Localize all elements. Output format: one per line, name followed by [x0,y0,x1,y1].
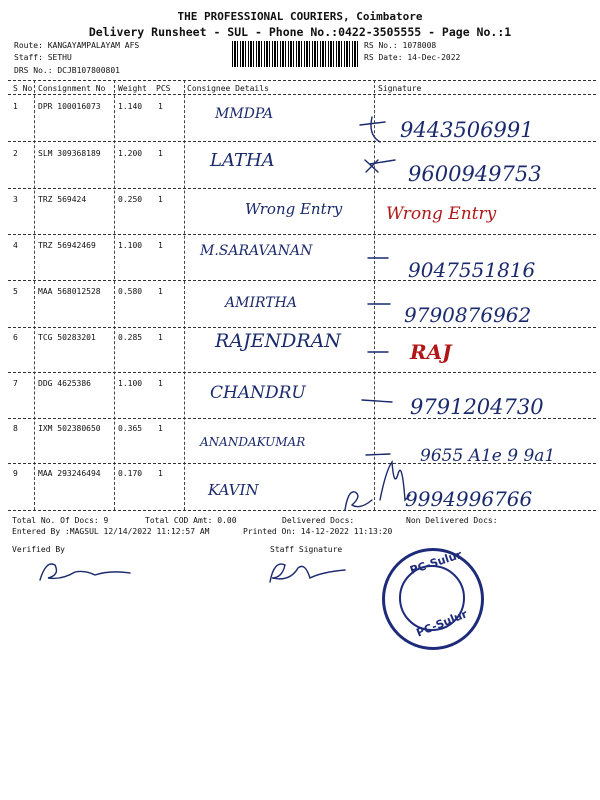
handwritten-consignee: RAJENDRAN [215,330,342,352]
row-sno: 3 [13,195,18,204]
row-weight: 1.200 [118,149,143,158]
col-signature: Signature [378,84,422,93]
handwritten-signature: 9443506991 [400,118,534,142]
row-pcs: 1 [158,102,163,111]
handwritten-signature: 9600949753 [408,162,542,186]
row-pcs: 1 [158,379,163,388]
row-sno: 4 [13,241,18,250]
row-sno: 7 [13,379,18,388]
col-consignment: Consignment No [38,84,106,93]
drs-label: DRS No.: DCJB107800801 [14,66,120,75]
handwritten-consignee: KAVIN [208,481,259,499]
row-sno: 8 [13,424,18,433]
handwritten-signature: 9790876962 [404,303,532,327]
row-consignment: IXM 502380650 [38,424,101,433]
total-docs: Total No. Of Docs: 9 [12,516,109,525]
row-weight: 1.100 [118,241,143,250]
row-consignment: SLM 309368189 [38,149,101,158]
signature-scribble [345,462,410,510]
row-consignment: TRZ 56942469 [38,241,96,250]
verified-by-label: Verified By [12,545,65,554]
row-consignment: TCG 50283201 [38,333,96,342]
row-sno: 5 [13,287,18,296]
handwritten-signature: 9791204730 [410,395,544,419]
rs-date: RS Date: 14-Dec-2022 [364,53,461,62]
row-consignment: DPR 100016073 [38,102,101,111]
col-consignee: Consignee Details [187,84,269,93]
entered-by: Entered By :MAGSUL 12/14/2022 11:12:57 AM [12,527,210,536]
row-pcs: 1 [158,469,163,478]
signature-dash [371,117,380,142]
handwritten-consignee: CHANDRU [210,383,306,403]
row-weight: 1.140 [118,102,143,111]
row-consignment: MAA 293246494 [38,469,101,478]
verified-signature-scribble [40,564,130,580]
row-consignment: TRZ 569424 [38,195,87,204]
row-sno: 1 [13,102,18,111]
handwritten-signature: Wrong Entry [386,204,497,224]
printed-on: Printed On: 14-12-2022 11:13:20 [243,527,393,536]
row-pcs: 1 [158,241,163,250]
handwritten-consignee: AMIRTHA [225,295,297,311]
stamp-text-top: PC-Sulur [408,548,464,577]
row-weight: 0.250 [118,195,143,204]
col-pcs: PCS [156,84,171,93]
row-weight: 0.285 [118,333,143,342]
company-title: THE PROFESSIONAL COURIERS, Coimbatore [177,10,423,23]
total-cod: Total COD Amt: 0.00 [145,516,237,525]
staff-signature-scribble [270,564,345,582]
runsheet-subtitle: Delivery Runsheet - SUL - Phone No.:0422-3505555 - Page No.:1 [88,25,512,39]
handwritten-signature: 9655 A1e 9 9a1 [420,446,556,466]
stamp-text-bottom: PC-Sulur [414,607,470,640]
row-pcs: 1 [158,195,163,204]
handwritten-consignee: LATHA [210,150,275,171]
row-sno: 2 [13,149,18,158]
row-consignment: MAA 568012528 [38,287,101,296]
row-consignment: DDG 4625386 [38,379,91,388]
handwritten-consignee: MMDPA [215,106,274,122]
row-sno: 6 [13,333,18,342]
row-pcs: 1 [158,424,163,433]
signature-dash [360,122,385,125]
staff-label: Staff: SETHU [14,53,72,62]
pc-sulur-stamp [382,548,484,650]
row-pcs: 1 [158,149,163,158]
rs-number: RS No.: 1078008 [364,41,437,50]
handwritten-consignee: ANANDAKUMAR [200,435,306,449]
signature-dash [365,160,378,172]
route-label: Route: KANGAYAMPALAYAM AFS [14,41,140,50]
row-weight: 0.170 [118,469,143,478]
row-sno: 9 [13,469,18,478]
row-weight: 0.580 [118,287,143,296]
non-delivered-docs: Non Delivered Docs: [406,516,498,525]
row-weight: 1.100 [118,379,143,388]
col-sno: S No [13,84,33,93]
handwritten-consignee: M.SARAVANAN [200,243,313,259]
signature-dash [366,454,390,455]
handwritten-signature: 9047551816 [408,258,536,282]
handwritten-signature: 9994996766 [405,487,533,511]
delivered-docs: Delivered Docs: [282,516,355,525]
signature-dash [362,400,392,402]
row-weight: 0.365 [118,424,143,433]
row-pcs: 1 [158,333,163,342]
col-weight: Weight [118,84,147,93]
row-pcs: 1 [158,287,163,296]
handwritten-signature: RAJ [410,340,452,364]
handwritten-consignee: Wrong Entry [245,200,343,218]
staff-signature-label: Staff Signature [270,545,343,554]
